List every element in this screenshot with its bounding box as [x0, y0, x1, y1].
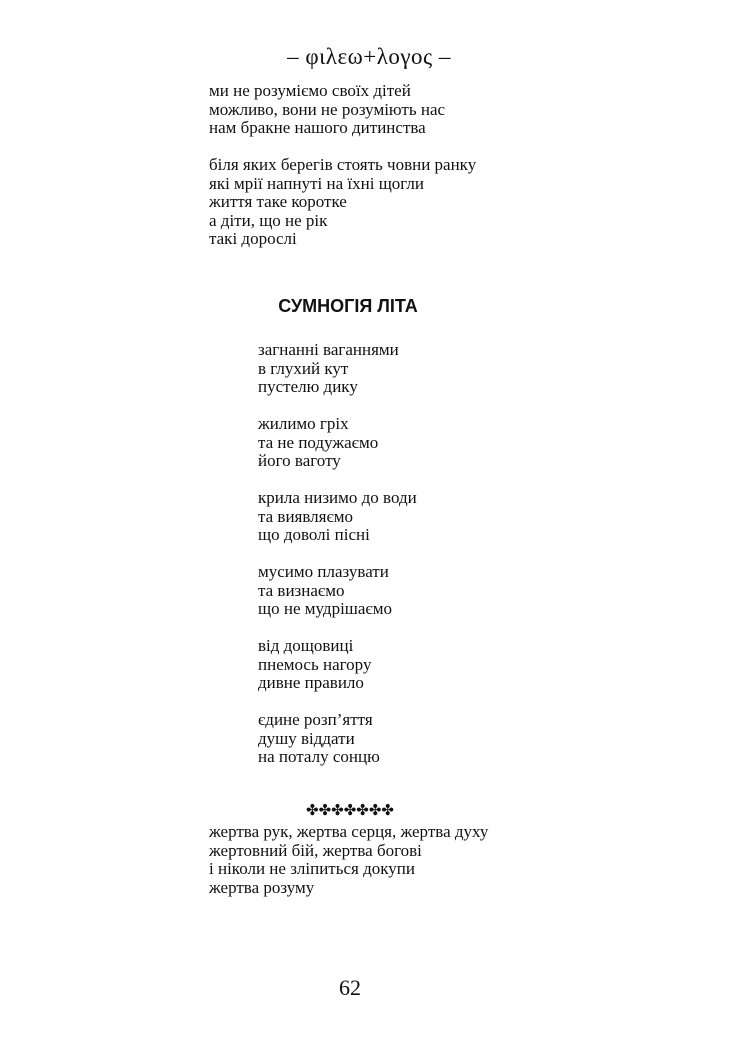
poem-line: жилимо гріх [258, 414, 349, 433]
poem-stanza-1 [258, 341, 399, 397]
poem-stanza-2 [258, 415, 378, 471]
poem-line: нам бракне нашого дитинства [209, 118, 426, 137]
poem-line: біля яких берегів стоять човни ранку [209, 155, 477, 174]
poem-line: ми не розуміємо своїх дітей [209, 81, 411, 100]
opening-stanza-2 [209, 156, 476, 249]
closing-stanza [209, 823, 488, 897]
poem-line: і ніколи не зліпиться докупи [209, 859, 415, 878]
poem-line: та визнаємо [258, 580, 345, 600]
poem-line: а діти, що не рік [209, 210, 328, 230]
poem-line: життя таке коротке [209, 192, 347, 211]
opening-stanza-1 [209, 82, 445, 138]
poem-line: які мрії напнуті на їхні щогли [209, 173, 424, 193]
poem-line: його ваготу [258, 451, 341, 470]
poem-line: що не мудрішаємо [258, 599, 392, 618]
poem-line: дивне правило [258, 673, 364, 692]
poem-line: можливо, вони не розуміють нас [209, 99, 446, 119]
poem-stanza-5 [258, 637, 371, 693]
poem-line: в глухий кут [258, 358, 349, 378]
section-divider-ornament: ✤✤✤✤✤✤✤ [306, 801, 394, 819]
running-header: – φιλεω+λογος – [287, 44, 451, 69]
poem-line: пнемось нагору [258, 654, 372, 674]
poem-line: душу віддати [258, 728, 355, 748]
poem-stanza-6 [258, 711, 380, 767]
poem-line: що доволі пісні [258, 525, 370, 544]
poem-line: загнанні ваганнями [258, 340, 399, 359]
poem-line: жертва розуму [209, 877, 315, 897]
poem-line: на поталу сонцю [258, 747, 380, 766]
poem-stanza-4 [258, 563, 392, 619]
poem-line: такі дорослі [209, 229, 297, 248]
poem-line: від дощовиці [258, 636, 354, 655]
poem-line: єдине розп’яття [258, 710, 373, 729]
poem-title: СУМНОГІЯ ЛІТА [278, 296, 418, 316]
poem-line: крила низимо до води [258, 488, 417, 507]
poem-line: жертва рук, жертва серця, жертва духу [209, 822, 489, 841]
poem-line: та не подужаємо [258, 432, 379, 452]
poem-line: жертовний бій, жертва богові [209, 840, 422, 860]
poem-line: мусимо плазувати [258, 562, 389, 581]
poem-stanza-3 [258, 489, 417, 545]
page-number: 62 [339, 975, 361, 1000]
poem-line: та виявляємо [258, 506, 354, 526]
poem-line: пустелю дику [258, 377, 358, 396]
